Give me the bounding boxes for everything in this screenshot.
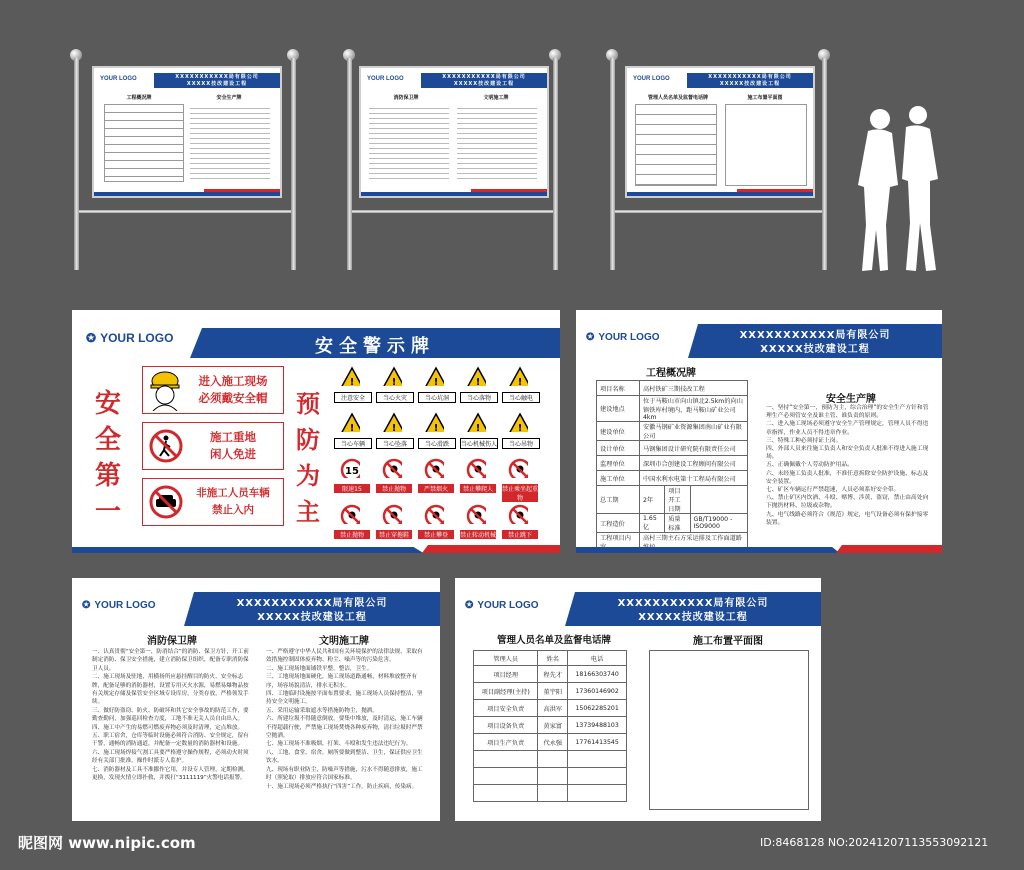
- table-row: [597, 441, 748, 456]
- watermark-id: ID:8468128 NO:20241207113553092121: [760, 836, 989, 849]
- mini-text: [369, 104, 449, 180]
- sign-label: 当心触电: [502, 392, 540, 403]
- table-cell: 项目设备负责: [474, 717, 538, 734]
- table-cell: [538, 751, 568, 768]
- mini-title: 文明施工牌: [483, 95, 509, 101]
- mini-title: 施工布置平面图: [747, 95, 783, 101]
- notice-text: 非施工人员车辆 禁止入内: [196, 487, 270, 516]
- paragraph: 二、施工现场及驻地，用横扬所应悬挂醒目的防火、安全标志牌，配备足够的消防器材，设置专用灭火水源，易燃易爆物品按有关规定存储及保管安全区域专设库房，分类存放，严格领发手续。: [92, 674, 249, 706]
- svg-text:15: 15: [345, 466, 359, 477]
- notice-text: 施工重地 闲人免进: [210, 430, 256, 461]
- table-row: [597, 381, 748, 396]
- paragraph: 七、矿区车辆运行严禁超速，人员必须系好安全带。: [766, 487, 900, 494]
- paragraph: 八、工地、食堂、宿舍，厕所要做到整洁、卫生，保证供应卫生饮水。: [266, 749, 423, 765]
- watermark-site: 昵图网 www.nipic.com: [18, 834, 196, 852]
- people-silhouette: [850, 105, 950, 275]
- table-cell: 15062285201: [568, 700, 627, 717]
- project-name: XXXXX技改建设工程: [638, 612, 748, 623]
- sign-label: 禁止穿拖鞋: [376, 530, 412, 539]
- no-pedestrian-icon: [148, 428, 184, 464]
- paragraph: 十、施工现场必须严格执行“四害”工作。防止疾病，传染病。: [266, 783, 418, 790]
- table-cell: 13739488103: [568, 717, 627, 734]
- svg-text:!: !: [475, 423, 481, 432]
- paragraph: 一、认真贯彻“安全第一，防消结合”的消防、保卫方针，开工前制定消防、保卫安全措施，建立消防保卫组织，配备专职消防保卫人员。: [92, 649, 249, 672]
- prohibition-icon: [382, 458, 402, 478]
- table-cell: 17360146902: [568, 683, 627, 700]
- paragraph: 三、特殊工种必须持证上岗。: [766, 437, 842, 444]
- paragraph: 六、未经施工负责人批准，不准任意拆除安全防护设施、标志及安全装置。: [766, 470, 929, 485]
- civil-text: [266, 648, 426, 791]
- table-row: [597, 396, 748, 422]
- prohibition-icon: [382, 504, 402, 524]
- table-cell: 项目名称: [597, 381, 640, 396]
- overview-table: [596, 380, 748, 552]
- logo: YOUR LOGO: [633, 76, 670, 82]
- table-row: [597, 514, 748, 533]
- warning-triangle-icon: [508, 366, 528, 386]
- warning-triangle-icon: [424, 412, 444, 432]
- table-cell: 工程项目内: [597, 533, 640, 552]
- table-cell: 高村铁矿三期技改工程: [640, 381, 748, 396]
- table-cell: 项目副经理(主持): [474, 683, 538, 700]
- logo-star-icon: ✪: [82, 600, 91, 611]
- worker-helmet-icon: [147, 369, 183, 411]
- table-cell: 深圳市合创建设工程顾问有限公司: [640, 456, 748, 471]
- site-layout-plan-box: [649, 650, 809, 810]
- sign-label: 注意安全: [334, 392, 372, 403]
- paragraph: 五、正确佩戴个人劳动防护用品。: [766, 462, 853, 469]
- logo: [465, 600, 539, 611]
- logo-text: YOUR LOGO: [477, 600, 539, 611]
- table-cell: [538, 768, 568, 785]
- table-cell: 马钢集团设计研究院有限责任公司: [640, 441, 748, 456]
- table-row: [597, 486, 748, 514]
- sign-label: 当心车辆: [334, 438, 372, 449]
- logo: [82, 600, 156, 611]
- speed-limit-icon: [340, 458, 360, 478]
- paragraph: 五、职工宿舍，仓库等临时设施必须符合消防、安全规定，留有干警，通畅的消防通道，并配备一定数量的消防器材和设施。: [92, 733, 249, 748]
- mini-text: [457, 104, 537, 180]
- prohibition-icon: [466, 458, 486, 478]
- staff-title: 管理人员名单及监督电话牌: [496, 635, 611, 646]
- warning-triangle-icon: [466, 412, 486, 432]
- paragraph: 三、做好防盗窃、防火、防破坏和其它安全事故的防范工作，要勤查勤问，加强巡回检查力度，工地不准无关人员自由出入。: [92, 707, 249, 723]
- logo-star-icon: ✪: [465, 600, 474, 611]
- table-cell: 总工期: [597, 486, 640, 514]
- prohibition-icon: [424, 504, 444, 524]
- notice-helmet: [142, 366, 284, 414]
- sign-label: 当心滑跌: [418, 438, 456, 449]
- paragraph: 八、禁止矿区内饮酒、斗殴、赌博、涉黄、盗窃，禁止由高处向下抛扔材料、垃圾或杂物。: [766, 495, 929, 510]
- table-row: [474, 666, 627, 683]
- mini-text: [190, 104, 270, 180]
- table-row: [597, 422, 748, 441]
- table-cell: [474, 751, 538, 768]
- table-cell: 建设地点: [597, 396, 640, 422]
- table-cell: [568, 785, 627, 802]
- board-title: 安全警示牌: [315, 336, 435, 357]
- paragraph: 九、现场有职业防尘，防噪声等措施，污水不得随意排放，施工时（照轮取）排放应符合国家标准。: [266, 766, 423, 782]
- rail: [615, 210, 822, 213]
- fire-civil-board: [72, 578, 440, 821]
- table-cell: 质量标准: [665, 514, 690, 533]
- prohibition-icon: [424, 458, 444, 478]
- post: [347, 58, 352, 270]
- table-cell: 18166303740: [568, 666, 627, 683]
- paragraph: 四、外部人员来往施工负责人和安全负责人批准不得进入施工现场。: [766, 446, 929, 461]
- table-cell: 位于马鞍山市向山镇北2.5km的向山镇铁库村境内，距马鞍山矿业公司4km: [640, 396, 748, 422]
- table-cell: 项目安全负责: [474, 700, 538, 717]
- post: [610, 58, 615, 270]
- project-name: XXXXX技改建设工程: [186, 81, 248, 87]
- logo-text: YOUR LOGO: [598, 332, 660, 343]
- svg-text:!: !: [391, 377, 397, 386]
- project-name: XXXXX技改建设工程: [257, 612, 367, 623]
- table-cell: 高村三期主石方采运排及工作面道路: [640, 533, 748, 552]
- sign-label: 禁止乘坐起重物: [502, 486, 539, 502]
- table-cell: 监理单位: [597, 456, 640, 471]
- company-name: XXXXXXXXXXX局有限公司: [442, 74, 526, 80]
- sign-label: 禁止攀爬人: [460, 484, 496, 493]
- table-cell: 黄家富: [538, 717, 568, 734]
- fire-title: 消防保卫牌: [147, 636, 197, 647]
- paragraph: 二、进入施工现场必须遵守安全生产管理规定，管理人员不得违章指挥，作业人员不得违章作业。: [766, 421, 929, 436]
- svg-text:!: !: [349, 377, 355, 386]
- post: [291, 58, 296, 270]
- svg-text:!: !: [517, 377, 523, 386]
- warning-triangle-icon: [340, 412, 360, 432]
- table-row: [597, 456, 748, 471]
- logo: [86, 331, 173, 345]
- svg-text:!: !: [475, 377, 481, 386]
- mini-board-staff: [625, 66, 815, 198]
- sign-label: 禁止攀登: [418, 530, 454, 539]
- warning-triangle-icon: [466, 366, 486, 386]
- logo-text: YOUR LOGO: [94, 600, 156, 611]
- warning-triangle-icon: [340, 366, 360, 386]
- fire-text: [92, 648, 254, 783]
- paragraph: 四、施工中产生的易燃可燃废弃物必须及时清理，定点堆放。: [92, 724, 244, 731]
- paragraph: 六、施工现场焊接气割工具要严格遵守操作规程，必须动火时须经有关部门批准，操作时派专人监护。: [92, 749, 249, 765]
- mini-board-fire: [359, 66, 549, 198]
- notice-no-vehicle: [142, 478, 284, 526]
- paragraph: 一、坚持“安全第一，预防为主，综合治理”的安全生产方针和管理生产必须管安全及谁主管、谁负责的原则。: [766, 405, 929, 420]
- notice-text: 进入施工现场 必须戴安全帽: [198, 374, 268, 405]
- table-cell: 项目生产负责: [474, 734, 538, 751]
- sign-label: 当心坠落: [376, 438, 414, 449]
- table-cell: 2年: [640, 486, 665, 514]
- table-cell: [538, 785, 568, 802]
- mini-title: 工程概况牌: [126, 95, 152, 101]
- safety-warning-board: [72, 310, 560, 553]
- prohibition-icon: [340, 504, 360, 524]
- table-cell: 代永强: [538, 734, 568, 751]
- project-name: XXXXX技改建设工程: [719, 81, 781, 87]
- table-row: [474, 700, 627, 717]
- table-cell: 安徽马钢矿业资源集团南山矿业有限公司: [640, 422, 748, 441]
- logo: YOUR LOGO: [367, 76, 404, 82]
- mini-title: 安全生产牌: [216, 95, 242, 101]
- paragraph: 九、电气线路必须符合《规范》规定，电气设备必须有保护接零装置。: [766, 511, 929, 526]
- table-cell: 项目开工日期: [665, 486, 690, 514]
- warning-triangle-icon: [382, 412, 402, 432]
- company-name: XXXXXXXXXXX局有限公司: [708, 74, 792, 80]
- sign-label: 当心吊物: [502, 438, 540, 449]
- table-cell: [568, 751, 627, 768]
- sign-label: 当心坑洞: [418, 392, 456, 403]
- staff-table: [473, 650, 627, 802]
- table-cell: [474, 768, 538, 785]
- logo-star-icon: ✪: [586, 332, 595, 343]
- column-header: 电话: [568, 651, 627, 666]
- paragraph: 一、严格遵守中华人民共和国有关环境保护的法律法规，采取有效措施控制固体废弃物、粉尘、噪声等的污染危害。: [266, 649, 423, 664]
- warning-triangle-icon: [508, 412, 528, 432]
- table-row: [474, 785, 627, 802]
- sign-label: 限速15: [334, 484, 370, 493]
- sign-label: 当心机械伤人: [460, 438, 498, 449]
- table-cell: 1.65亿: [640, 514, 665, 533]
- project-overview-board: [576, 310, 942, 553]
- table-cell: 工程造价: [597, 514, 640, 533]
- mini-title: 消防保卫牌: [393, 95, 419, 101]
- table-cell: [474, 785, 538, 802]
- safety-production-text: [766, 404, 934, 527]
- mini-title: 管理人员名单及监督电话牌: [647, 95, 708, 101]
- svg-text:!: !: [517, 423, 523, 432]
- table-cell: 17761413545: [568, 734, 627, 751]
- table-cell: [568, 768, 627, 785]
- sign-label: 禁止转动机械: [460, 532, 497, 539]
- table-row: [474, 717, 627, 734]
- company-name: XXXXXXXXXXX局有限公司: [617, 598, 769, 609]
- rail: [352, 210, 553, 213]
- overview-title: 工程概况牌: [646, 368, 696, 379]
- table-row: [474, 734, 627, 751]
- logo: YOUR LOGO: [100, 76, 137, 82]
- table-cell: 建设单位: [597, 422, 640, 441]
- sign-label: 当心火灾: [376, 392, 414, 403]
- project-name: XXXXX技改建设工程: [760, 344, 870, 355]
- table-cell: 高洪军: [538, 700, 568, 717]
- sign-label: 禁止跳下: [502, 530, 538, 539]
- table-cell: 中国水利水电第十工程局有限公司: [640, 471, 748, 486]
- post: [74, 58, 79, 270]
- table-cell: 项目经理: [474, 666, 538, 683]
- logo-star-icon: ✪: [86, 331, 97, 345]
- column-header: 姓名: [538, 651, 568, 666]
- table-row: [597, 471, 748, 486]
- table-cell: 程先才: [538, 666, 568, 683]
- sign-label: 严禁烟火: [418, 484, 454, 493]
- table-header-row: [474, 651, 627, 666]
- logo: [586, 332, 660, 343]
- prohibition-icon: [508, 458, 528, 478]
- safety-production-title: 安全生产牌: [826, 394, 876, 405]
- mini-table: [104, 104, 184, 182]
- table-cell: 设计单位: [597, 441, 640, 456]
- prohibition-icon: [466, 504, 486, 524]
- paragraph: 七、施工现场不准吸烟，打架、斗殴和发生违法违纪行为。: [266, 741, 412, 748]
- mini-table: [635, 104, 717, 186]
- table-row: [474, 768, 627, 785]
- svg-text:!: !: [391, 423, 397, 432]
- staff-board: [455, 578, 821, 821]
- project-name: XXXXX技改建设工程: [453, 81, 515, 87]
- slogan-prevention: 预防为主: [296, 390, 320, 526]
- paragraph: 六、所建垃圾不得随意倒放，要集中堆放，及时清运，施工车辆不得超载行驶，严禁施工现场焚烧各种废弃物，清扫垃圾时严禁空抛洒。: [266, 716, 423, 740]
- table-row: [474, 683, 627, 700]
- sign-label: 当心落物: [460, 392, 498, 403]
- svg-text:!: !: [433, 423, 439, 432]
- notice-no-entry: [142, 422, 284, 470]
- table-row: [474, 751, 627, 768]
- no-vehicle-icon: [148, 484, 184, 520]
- mini-board-overview: [92, 66, 282, 198]
- post: [553, 58, 558, 270]
- post: [822, 58, 827, 270]
- slogan-safety-first: 安全第一: [94, 389, 121, 527]
- prohibition-icon: [508, 504, 528, 524]
- warning-triangle-icon: [382, 366, 402, 386]
- sign-label: 禁止抛物: [376, 484, 412, 493]
- warning-triangle-icon: [424, 366, 444, 386]
- table-cell: GB/T19000 - ISO9000: [690, 514, 747, 533]
- table-cell: 施工单位: [597, 471, 640, 486]
- column-header: 管理人员: [474, 651, 538, 666]
- civil-title: 文明施工牌: [319, 636, 369, 647]
- paragraph: 二、施工现场地面铺铁平整，整洁，卫生。: [266, 665, 373, 672]
- table-cell: 董宇阳: [538, 683, 568, 700]
- table-cell: [690, 486, 747, 514]
- company-name: XXXXXXXXXXX局有限公司: [739, 330, 891, 341]
- svg-text:!: !: [349, 423, 355, 432]
- sign-label: 禁止抛物: [334, 530, 370, 539]
- svg-text:!: !: [433, 377, 439, 386]
- plan-title: 施工布置平面图: [693, 636, 763, 647]
- rail: [79, 210, 291, 213]
- mini-plan-box: [725, 104, 807, 186]
- company-name: XXXXXXXXXXX局有限公司: [236, 598, 388, 609]
- paragraph: 七、消防器材及工具不准挪作它用，并设专人管理，定期检测，更换，发现火情立即扑救，并拨打“3111119”火警电话报警。: [92, 766, 249, 782]
- paragraph: 三、工地现场地面硬化，施工现场道路通畅，材料堆放整齐有序，场容场貌清洁，排水无积水。: [266, 674, 418, 689]
- company-name: XXXXXXXXXXX局有限公司: [175, 74, 259, 80]
- logo-text: YOUR LOGO: [100, 331, 174, 345]
- paragraph: 五、采用运输采取遮水等措施防物尘，抛洒。: [266, 707, 378, 714]
- paragraph: 四、工地临时设施按平面布置要求，施工现场人员保持整洁，坚持安全文明施工。: [266, 691, 423, 706]
